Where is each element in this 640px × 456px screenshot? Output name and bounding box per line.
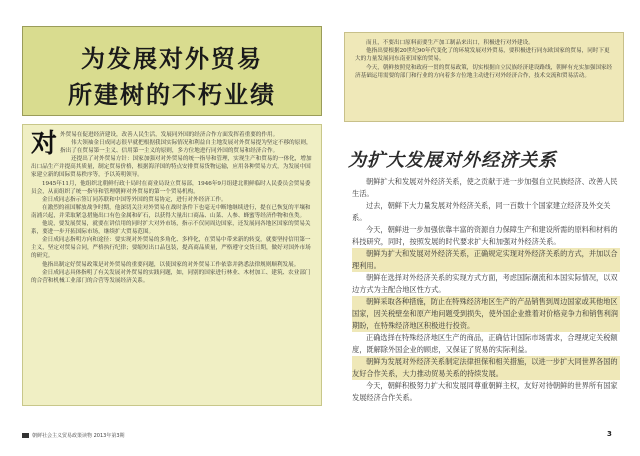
left-paragraph: 金日成同志指明方向和途径：要实现对外贸易的多角化、多样化，在贸易中带来新的转变，就要坚持信用第一主义，坚定对贸易合同，严格执行纪律；要缩短出口品包装，提高商品质量，严格遵守交货日期，做好对国外市场的研究。	[31, 237, 311, 260]
page-title-line1: 为发展对外贸易	[81, 45, 263, 73]
left-paragraph: 他说，要发展贸易，就要在讲信用的同时扩大对外市场，指示不仅同周边国家，还发展同各地区国家的贸易关系，要进一步开拓国际市场，继续扩大贸易范围。	[31, 221, 311, 236]
page-title-line2: 所建树的不朽业绩	[68, 81, 276, 109]
title-box	[22, 26, 322, 116]
body-paragraph: 朝鲜为发展对外经济关系制定法律担保和相关措施，以进一步扩大同世界各国的友好合作关系，大力推动贸易关系的持续发展。	[352, 356, 620, 380]
left-paragraph: 他指出制定好贸易政策是对外贸易的重要问题，以使国家的对外贸易工作依靠并熟悉法律规则顺利发展。	[42, 261, 300, 268]
left-paragraph: 金日成同志指示签订同苏联和中国等外国的贸易协定，进行对外经济工作。	[42, 196, 227, 203]
left-paragraph: 1945年11月，他组织北朝鲜行政十局时在商业局设立贸易部，1946年9月组建北朝鲜临时人民委员会贸易委员会，从而组织了统一指导和管理朝鲜对外贸易的第一个贸易机构。	[31, 180, 311, 195]
left-paragraph: 还提出了对外贸易方针：国家加强对对外贸易的统一指导和管理，实现生产和贸易的一体化，增加出口品生产并提高其质量，制定贸易价格，根据海洋国的特点安排贸易货物运输，应用各种贸易方式，为发展中国家建立新的国际贸易秩序等，予以英明领导。	[31, 156, 312, 179]
section-heading: 为扩大发展对外经济关系	[348, 150, 557, 171]
page-footer	[22, 432, 125, 439]
left-paragraph: 伟大领袖金日成同志很早就把根据我国实际情况和利益自主地发展对外贸易提为坚定不移的原则，指出了在贸易第一主义、信用第一主义的原则，多方位地进行同外国的贸易和经济合作。	[60, 140, 312, 155]
right-article-body	[352, 176, 620, 426]
left-paragraph: 在激烈的祖国解放战争时期，他深切关注对外贸易在战时条件下也毫无中断地继续进行，提在已恢复的平壤和南浦兴起，并采取紧急措施出口有色金属和矿石，以获得大量出口商品、山菜、人参、蜂蜜等经济作物和鱼类。	[31, 204, 311, 219]
drop-cap: 对	[31, 129, 58, 159]
left-article-body	[22, 124, 322, 406]
publication-logo-icon	[22, 433, 29, 438]
footer-text: 朝鲜社会主义贸易政策读物 2013年第3期	[32, 433, 125, 439]
page-number: 3	[607, 430, 612, 438]
left-paragraph: 金日成同志具体指明了有关发展对外贸易的实践问题，如，同别的国家进行林业、木材加工、建筑、农业部门的合营和机械工业部门的合营等发展经济关系。	[31, 269, 311, 284]
body-paragraph: 过去，朝鲜下大力量发展对外经济关系，同一百数十个国家建立经济及外交关系。	[352, 201, 611, 222]
body-paragraph: 朝鲜采取各种措施，防止在特殊经济地区生产的产品销售到周边国家或其他地区国家，因关税壁垒和原产地问题受到损失，使外国企业推着对价格竞争力和销售利润期盼，在特殊经济地区积极进行投资。	[352, 296, 620, 332]
body-paragraph: 朝鲜为扩大和发展对外经济关系，正确规定实现对外经济关系的方式，并加以合理利用。	[352, 248, 620, 272]
left-paragraph: 外贸易在促进经济建设，改善人民生活，发展同外国的经济合作方面发挥着重要的作用。	[60, 132, 279, 138]
body-paragraph: 今天，朝鲜进一步加强依靠丰富的资源自力保障生产和建设所需的原料和材料的科技研究，同时，按照发展的时代要求扩大和加强对外经济关系。	[352, 225, 618, 246]
body-paragraph: 朝鲜在选择对外经济关系的实现方式方面，考虑国际潮流和本国实际情况，以双边方式为主配合地区性方式。	[352, 273, 618, 294]
box-paragraph: 而且，不要出口原料而要生产加工制品来出口，积极进行对外建设。	[366, 40, 534, 46]
body-paragraph: 朝鲜扩大和发展对外经济关系，使之贡献于进一步加强自立民族经济、改善人民生活。	[352, 177, 618, 198]
body-paragraph: 今天，朝鲜积极努力扩大和发展同尊重朝鲜主权，友好对待朝鲜的世界所有国家发展经济合作关系。	[352, 381, 618, 402]
box-paragraph: 今天，朝鲜按照党和政府一贯的贸易政策，切实根据自立民族经济建设路线，朝鲜有充实加强国家经济基础运用需要的部门和行业的方向着多方位地主动进行对外经济合作，技术交流和贸易活动。	[355, 64, 613, 79]
box-paragraph: 他指出要根据20世纪90年代变化了的环境发展对外贸易，要积极进行同东欧国家的贸易，同时下更大的力量发展同东南亚国家的贸易。	[355, 48, 610, 63]
body-paragraph: 正确选择在特殊经济地区生产的商品，正确估计国际市场需求，合理规定关税额度，既解除外国企业的顾虑，又保证了贸易的实际利益。	[352, 333, 618, 354]
right-continued-box	[344, 32, 624, 122]
